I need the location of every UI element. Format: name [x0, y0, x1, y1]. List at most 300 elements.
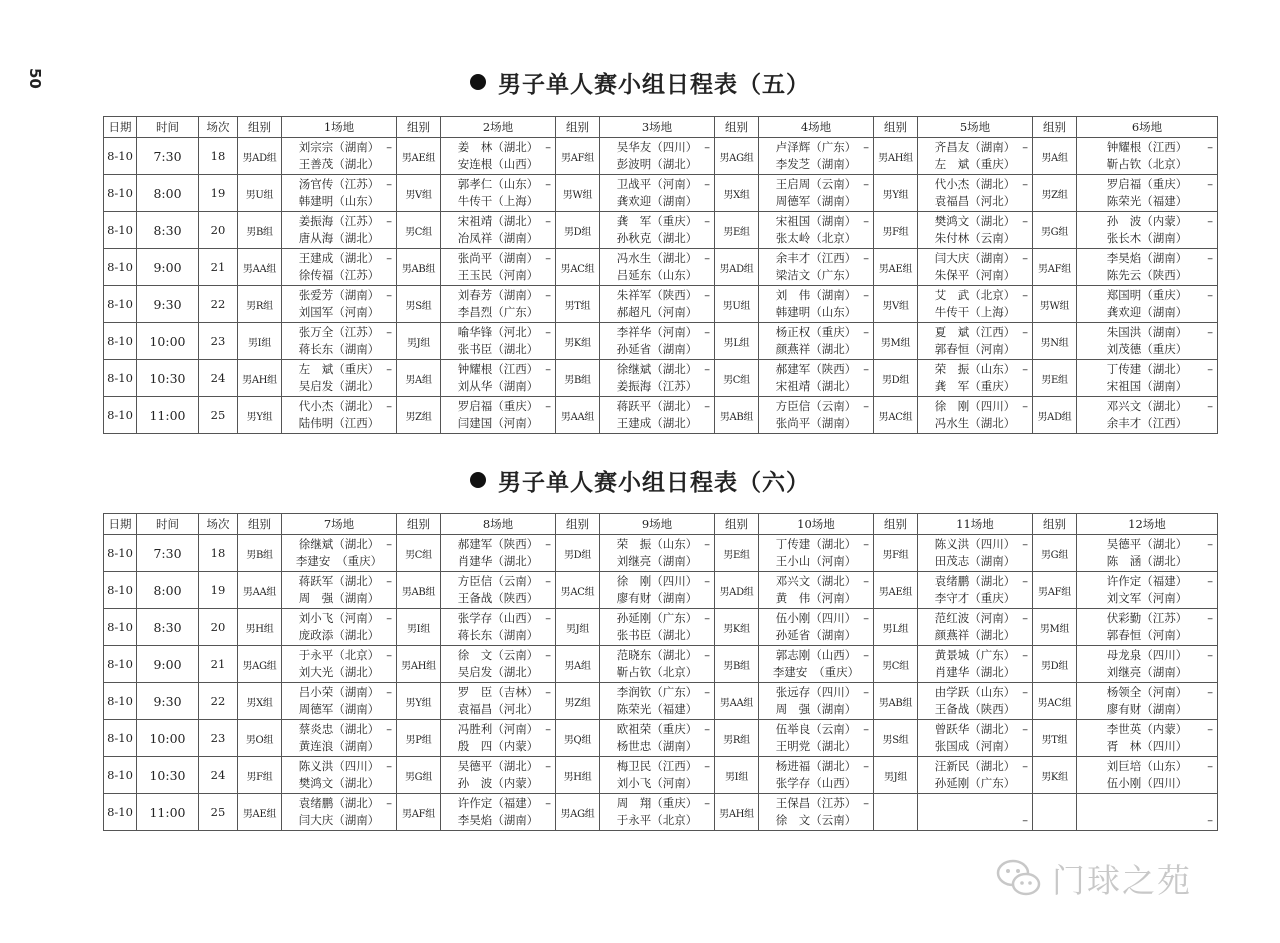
player-name [1077, 738, 1217, 755]
player-text: 刘春芳（湖南） [457, 288, 539, 302]
player-text: 曾跃华（湖北） [934, 722, 1016, 736]
separator-dash: – [704, 177, 710, 191]
player-name [282, 378, 396, 395]
column-header: 组别 [715, 514, 759, 535]
separator-dash: – [1022, 611, 1028, 625]
player-name [918, 573, 1032, 590]
player-text: 罗启福（重庆） [1106, 177, 1188, 191]
separator-dash: – [1207, 140, 1213, 154]
group-cell: 男Q组 [556, 720, 600, 757]
separator-dash: – [863, 251, 869, 265]
player-text: 郑国明（重庆） [1106, 288, 1188, 302]
player-text: 李祥华（河南） [616, 325, 698, 339]
player-text: 朱保平（河南） [934, 268, 1016, 282]
player-text: 张学存（山西） [457, 611, 539, 625]
players-cell [918, 175, 1033, 212]
players-cell [441, 360, 556, 397]
column-header: 12场地 [1077, 514, 1218, 535]
player-name [1077, 721, 1217, 738]
player-text: 张书臣（湖北） [457, 342, 539, 356]
player-text: 周 强（湖南） [775, 702, 857, 716]
group-cell: 男AA组 [238, 249, 282, 286]
player-text: 周 翔（重庆） [616, 796, 698, 810]
player-text: 于永平（北京） [298, 648, 380, 662]
time-cell: 7:30 [137, 138, 199, 175]
player-name [918, 627, 1032, 644]
player-name [918, 213, 1032, 230]
player-text: 宋祖靖（湖北） [775, 379, 857, 393]
player-text: 樊鸿文（湖北） [298, 776, 380, 790]
column-header: 时间 [137, 514, 199, 535]
players-cell [759, 397, 874, 434]
players-cell [441, 646, 556, 683]
players-cell [441, 397, 556, 434]
player-name [918, 701, 1032, 718]
player-name [441, 610, 555, 627]
player-name [441, 193, 555, 210]
player-name [600, 684, 714, 701]
players-cell [282, 138, 397, 175]
round-cell: 20 [199, 609, 238, 646]
player-text: 肖建华（湖北） [457, 554, 539, 568]
player-text: 郭志刚（山西） [775, 648, 857, 662]
player-name [282, 536, 396, 553]
player-text: 罗启福（重庆） [457, 399, 539, 413]
player-name [441, 721, 555, 738]
players-cell [918, 397, 1033, 434]
player-text: 欧祖荣（重庆） [616, 722, 698, 736]
player-text: 荣 振（山东） [616, 537, 698, 551]
players-cell [600, 720, 715, 757]
player-name [1077, 176, 1217, 193]
table-row [104, 323, 1218, 360]
time-cell: 7:30 [137, 535, 199, 572]
player-text: 陈先云（陕西） [1106, 268, 1188, 282]
group-cell: 男L组 [874, 609, 918, 646]
time-cell: 9:30 [137, 683, 199, 720]
players-cell [600, 757, 715, 794]
group-cell: 男AE组 [238, 794, 282, 831]
separator-dash: – [1207, 759, 1213, 773]
separator-dash: – [545, 140, 551, 154]
bullet-icon [470, 472, 486, 488]
group-cell: 男K组 [1033, 757, 1077, 794]
separator-dash: – [863, 574, 869, 588]
table-row [104, 212, 1218, 249]
separator-dash: – [545, 251, 551, 265]
players-cell [759, 535, 874, 572]
table-row [104, 794, 1218, 831]
player-name [600, 304, 714, 321]
player-text: 田茂志（湖南） [934, 554, 1016, 568]
player-text: 喻华锋（河北） [457, 325, 539, 339]
player-name [282, 590, 396, 607]
player-text: 王善茂（湖北） [298, 157, 380, 171]
player-name [441, 250, 555, 267]
player-text: 龚 军（重庆） [934, 379, 1016, 393]
player-name [1077, 139, 1217, 156]
player-text: 孙延刚（广东） [934, 776, 1016, 790]
group-cell: 男AD组 [715, 249, 759, 286]
player-text: 靳占钦（北京） [616, 665, 698, 679]
schedule-table-5 [103, 116, 1218, 434]
separator-dash: – [1207, 574, 1213, 588]
date-cell: 8-10 [104, 646, 137, 683]
players-cell [759, 138, 874, 175]
group-cell: 男G组 [1033, 212, 1077, 249]
group-cell: 男AB组 [397, 572, 441, 609]
player-text: 刘茂德（重庆） [1106, 342, 1188, 356]
player-text: 李建安 （重庆） [295, 554, 383, 568]
players-cell [1077, 609, 1218, 646]
table-row [104, 286, 1218, 323]
separator-dash: – [704, 214, 710, 228]
player-name [282, 684, 396, 701]
group-cell: 男M组 [1033, 609, 1077, 646]
round-cell: 19 [199, 572, 238, 609]
group-cell: 男Z组 [397, 397, 441, 434]
player-text: 刘 伟（湖南） [775, 288, 857, 302]
player-text: 姜振海（江苏） [298, 214, 380, 228]
player-name [600, 139, 714, 156]
time-cell: 9:00 [137, 249, 199, 286]
player-text: 朱付林（云南） [934, 231, 1016, 245]
player-name [1077, 156, 1217, 173]
group-cell: 男U组 [238, 175, 282, 212]
player-name [441, 701, 555, 718]
group-cell: 男AE组 [397, 138, 441, 175]
player-text: 冯胜利（河南） [457, 722, 539, 736]
player-name [918, 775, 1032, 792]
player-name [759, 721, 873, 738]
player-name [282, 415, 396, 432]
column-header: 组别 [238, 117, 282, 138]
player-text: 郝超凡（河南） [616, 305, 698, 319]
time-cell: 9:00 [137, 646, 199, 683]
group-cell: 男D组 [556, 535, 600, 572]
player-name [918, 267, 1032, 284]
players-cell [1077, 757, 1218, 794]
group-cell: 男O组 [238, 720, 282, 757]
player-text: 牛传干（上海） [934, 305, 1016, 319]
player-text: 丁传建（湖北） [775, 537, 857, 551]
separator-dash: – [386, 177, 392, 191]
player-text: 王建成（湖北） [298, 251, 380, 265]
player-text: 张爱芳（湖南） [298, 288, 380, 302]
group-cell: 男AA组 [556, 397, 600, 434]
group-cell: 男AD组 [238, 138, 282, 175]
player-name [918, 758, 1032, 775]
players-cell [441, 175, 556, 212]
separator-dash: – [863, 362, 869, 376]
player-name [918, 553, 1032, 570]
group-cell: 男M组 [874, 323, 918, 360]
table-row [104, 249, 1218, 286]
group-cell: 男AD组 [1033, 397, 1077, 434]
players-cell [600, 646, 715, 683]
player-name [600, 341, 714, 358]
player-text: 龚 军（重庆） [616, 214, 698, 228]
player-text: 陈义洪（四川） [298, 759, 380, 773]
player-name [282, 795, 396, 812]
player-text: 孙 波（内蒙） [1106, 214, 1188, 228]
player-name [759, 267, 873, 284]
column-header: 场次 [199, 514, 238, 535]
player-text: 王建成（湖北） [616, 416, 698, 430]
player-name [441, 684, 555, 701]
player-name [600, 775, 714, 792]
player-text: 王备战（陕西） [457, 591, 539, 605]
table-row [104, 397, 1218, 434]
separator-dash: – [545, 214, 551, 228]
schedule-table-6 [103, 513, 1218, 831]
players-cell [600, 535, 715, 572]
players-cell [282, 794, 397, 831]
players-cell [441, 535, 556, 572]
player-name [282, 230, 396, 247]
player-name [1077, 213, 1217, 230]
player-text: 孙秋克（湖北） [616, 231, 698, 245]
player-name [282, 287, 396, 304]
player-text: 钟耀根（江西） [457, 362, 539, 376]
player-name [600, 324, 714, 341]
players-cell [600, 175, 715, 212]
players-cell [282, 535, 397, 572]
separator-dash: – [704, 685, 710, 699]
separator-dash: – [386, 611, 392, 625]
player-text: 艾 武（北京） [934, 288, 1016, 302]
group-cell: 男AA组 [715, 683, 759, 720]
date-cell: 8-10 [104, 757, 137, 794]
title-text: 男子单人赛小组日程表（六） [498, 470, 810, 496]
group-cell: 男Y组 [238, 397, 282, 434]
date-cell: 8-10 [104, 720, 137, 757]
players-cell [918, 249, 1033, 286]
date-cell: 8-10 [104, 397, 137, 434]
player-name [441, 304, 555, 321]
player-name [600, 213, 714, 230]
player-name [759, 684, 873, 701]
players-cell [1077, 646, 1218, 683]
player-name [441, 812, 555, 829]
group-cell: 男AD组 [715, 572, 759, 609]
players-cell [759, 609, 874, 646]
round-cell: 23 [199, 323, 238, 360]
player-name [282, 812, 396, 829]
time-cell: 11:00 [137, 397, 199, 434]
group-cell: 男F组 [874, 535, 918, 572]
group-cell: 男I组 [397, 609, 441, 646]
player-name [600, 738, 714, 755]
table-title-5 [0, 66, 1280, 99]
player-text: 杨世忠（湖南） [616, 739, 698, 753]
player-name [918, 398, 1032, 415]
player-name [918, 324, 1032, 341]
group-cell: 男A组 [397, 360, 441, 397]
player-text: 袁福昌（河北） [934, 194, 1016, 208]
player-text: 吕延东（山东） [616, 268, 698, 282]
separator-dash: – [863, 611, 869, 625]
player-name [759, 287, 873, 304]
player-text: 姜振海（江苏） [616, 379, 698, 393]
player-name [282, 758, 396, 775]
player-text: 伏彩勤（江苏） [1106, 611, 1188, 625]
player-text: 孙延省（湖南） [775, 628, 857, 642]
group-cell: 男J组 [556, 609, 600, 646]
player-name [600, 627, 714, 644]
player-text: 张尚平（湖南） [457, 251, 539, 265]
players-cell [918, 720, 1033, 757]
players-cell [918, 609, 1033, 646]
group-cell: 男H组 [556, 757, 600, 794]
table-row [104, 609, 1218, 646]
player-name [1077, 590, 1217, 607]
player-name [282, 627, 396, 644]
group-cell: 男V组 [874, 286, 918, 323]
player-text: 唐从海（湖北） [298, 231, 380, 245]
player-name [918, 590, 1032, 607]
player-name [441, 664, 555, 681]
table-row [104, 720, 1218, 757]
player-name [1077, 415, 1217, 432]
players-cell [441, 609, 556, 646]
player-text: 范晓东（湖北） [616, 648, 698, 662]
player-name [759, 647, 873, 664]
player-text: 蒋长东（湖南） [298, 342, 380, 356]
player-name [441, 341, 555, 358]
players-cell [759, 683, 874, 720]
separator-dash: – [1207, 648, 1213, 662]
column-header: 2场地 [441, 117, 556, 138]
players-cell [1077, 794, 1218, 831]
player-text: 吴华友（四川） [616, 140, 698, 154]
players-cell [759, 175, 874, 212]
player-name [1077, 536, 1217, 553]
players-cell [600, 683, 715, 720]
player-text: 陈 涵（湖北） [1106, 554, 1188, 568]
players-cell [918, 683, 1033, 720]
player-name [918, 647, 1032, 664]
separator-dash: – [1022, 362, 1028, 376]
group-cell: 男V组 [397, 175, 441, 212]
player-name [600, 156, 714, 173]
separator-dash: – [704, 362, 710, 376]
separator-dash: – [1207, 362, 1213, 376]
player-name [282, 156, 396, 173]
player-text: 袁绪鹏（湖北） [934, 574, 1016, 588]
player-name [759, 139, 873, 156]
player-text: 袁福昌（河北） [457, 702, 539, 716]
player-name [600, 361, 714, 378]
player-name [759, 156, 873, 173]
player-text: 丁传建（湖北） [1106, 362, 1188, 376]
player-name [441, 176, 555, 193]
separator-dash: – [386, 537, 392, 551]
group-cell: 男U组 [715, 286, 759, 323]
player-name [759, 250, 873, 267]
players-cell [282, 360, 397, 397]
player-text: 梅卫民（江西） [616, 759, 698, 773]
separator-dash: – [704, 796, 710, 810]
group-cell: 男AF组 [1033, 249, 1077, 286]
column-header: 6场地 [1077, 117, 1218, 138]
player-text: 孙延省（湖南） [616, 342, 698, 356]
player-text: 徐传福（江苏） [298, 268, 380, 282]
separator-dash: – [1207, 214, 1213, 228]
player-text: 黄景城（广东） [934, 648, 1016, 662]
separator-dash: – [863, 722, 869, 736]
player-text: 代小杰（湖北） [298, 399, 380, 413]
player-text: 许作定（福建） [457, 796, 539, 810]
separator-dash: – [386, 399, 392, 413]
date-cell: 8-10 [104, 138, 137, 175]
column-header: 组别 [715, 117, 759, 138]
player-name [600, 398, 714, 415]
player-text: 颜燕祥（湖北） [934, 628, 1016, 642]
player-name [1077, 398, 1217, 415]
player-text: 郭春恒（河南） [1106, 628, 1188, 642]
separator-dash: – [1022, 759, 1028, 773]
group-cell: 男AF组 [1033, 572, 1077, 609]
player-text: 李昊焰（湖南） [457, 813, 539, 827]
player-text: 吴德平（湖北） [457, 759, 539, 773]
separator-dash: – [1022, 813, 1028, 827]
player-name [441, 647, 555, 664]
player-text: 徐 刚（四川） [934, 399, 1016, 413]
player-text: 刘从华（湖南） [457, 379, 539, 393]
player-name [759, 573, 873, 590]
players-cell [1077, 175, 1218, 212]
group-cell: 男R组 [715, 720, 759, 757]
column-header: 1场地 [282, 117, 397, 138]
column-header: 5场地 [918, 117, 1033, 138]
player-name [600, 590, 714, 607]
players-cell [1077, 138, 1218, 175]
player-text: 蔡炎忠（湖北） [298, 722, 380, 736]
player-text: 刘宗宗（湖南） [298, 140, 380, 154]
group-cell: 男C组 [397, 212, 441, 249]
player-name [918, 610, 1032, 627]
player-text: 李守才（重庆） [934, 591, 1016, 605]
player-name [759, 398, 873, 415]
player-text: 徐继斌（湖北） [616, 362, 698, 376]
player-name [918, 176, 1032, 193]
player-name [600, 378, 714, 395]
player-text: 由学跃（山东） [934, 685, 1016, 699]
date-cell: 8-10 [104, 794, 137, 831]
player-name [759, 590, 873, 607]
player-text: 朱祥军（陕西） [616, 288, 698, 302]
separator-dash: – [1207, 288, 1213, 302]
separator-dash: – [1022, 399, 1028, 413]
separator-dash: – [386, 759, 392, 773]
separator-dash: – [1207, 325, 1213, 339]
time-cell: 8:00 [137, 175, 199, 212]
column-header: 4场地 [759, 117, 874, 138]
separator-dash: – [545, 796, 551, 810]
player-text: 王小山（河南） [775, 554, 857, 568]
player-text: 郝建军（陕西） [775, 362, 857, 376]
group-cell: 男E组 [715, 212, 759, 249]
group-cell: 男J组 [397, 323, 441, 360]
player-text: 方臣信（云南） [775, 399, 857, 413]
player-name [759, 176, 873, 193]
players-cell [1077, 535, 1218, 572]
group-cell: 男X组 [238, 683, 282, 720]
player-text: 张国成（河南） [934, 739, 1016, 753]
players-cell [918, 535, 1033, 572]
separator-dash: – [545, 537, 551, 551]
